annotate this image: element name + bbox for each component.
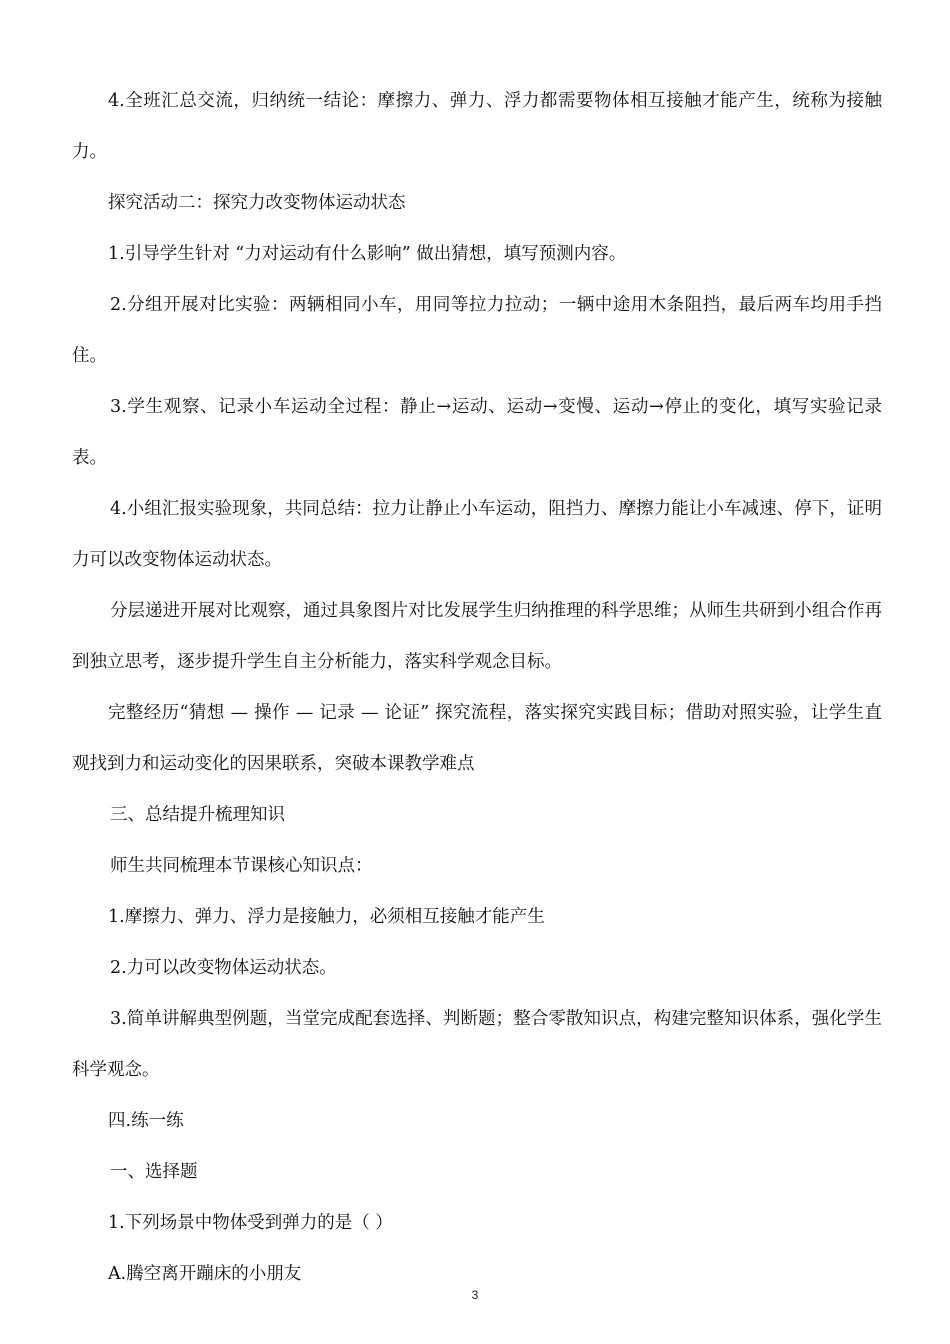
heading-activity-two: 探究活动二：探究力改变物体运动状态 <box>108 193 406 213</box>
document-body <box>72 76 882 1300</box>
paragraph-design-note-1: 分层递进开展对比观察，通过具象图片对比发展学生归纳推理的科学思维；从师生共研到小组合作再到独立思考，逐步提升学生自主分析能力，落实科学观念目标。 <box>72 601 882 672</box>
heading-summary: 三、总结提升梳理知识 <box>110 805 285 825</box>
heading-multiple-choice: 一、选择题 <box>110 1162 198 1182</box>
paragraph-step-3: 3.学生观察、记录小车运动全过程：静止→运动、运动→变慢、运动→停止的变化，填写实验记录表。 <box>72 397 882 468</box>
page-number: 3 <box>471 1288 479 1302</box>
paragraph-step-1: 1.引导学生针对 “力对运动有什么影响” 做出猜想，填写预测内容。 <box>108 244 627 264</box>
question-1: 1.下列场景中物体受到弹力的是（ ） <box>108 1213 393 1233</box>
heading-practice: 四.练一练 <box>108 1111 184 1131</box>
question-1-option-a: A.腾空离开蹦床的小朋友 <box>108 1264 302 1284</box>
paragraph-step-4: 4.小组汇报实验现象，共同总结：拉力让静止小车运动，阻挡力、摩擦力能让小车减速、停下，证明力可以改变物体运动状态。 <box>72 499 882 570</box>
paragraph-design-note-2: 完整经历“猜想 — 操作 — 记录 — 论证” 探究流程，落实探究实践目标；借助对照实验，让学生直观找到力和运动变化的因果联系，突破本课教学难点 <box>72 703 882 774</box>
paragraph-conclusion-contact-force: 4.全班汇总交流，归纳统一结论：摩擦力、弹力、浮力都需要物体相互接触才能产生，统称为接触力。 <box>72 91 882 162</box>
paragraph-step-2: 2.分组开展对比实验：两辆相同小车，用同等拉力拉动；一辆中途用木条阻挡，最后两车均用手挡住。 <box>72 295 882 366</box>
paragraph-summary-point-3: 3.简单讲解典型例题，当堂完成配套选择、判断题；整合零散知识点，构建完整知识体系，强化学生科学观念。 <box>72 1009 882 1080</box>
paragraph-summary-intro: 师生共同梳理本节课核心知识点： <box>110 856 373 876</box>
paragraph-summary-point-2: 2.力可以改变物体运动状态。 <box>110 958 337 978</box>
paragraph-summary-point-1: 1.摩擦力、弹力、浮力是接触力，必须相互接触才能产生 <box>108 907 545 927</box>
